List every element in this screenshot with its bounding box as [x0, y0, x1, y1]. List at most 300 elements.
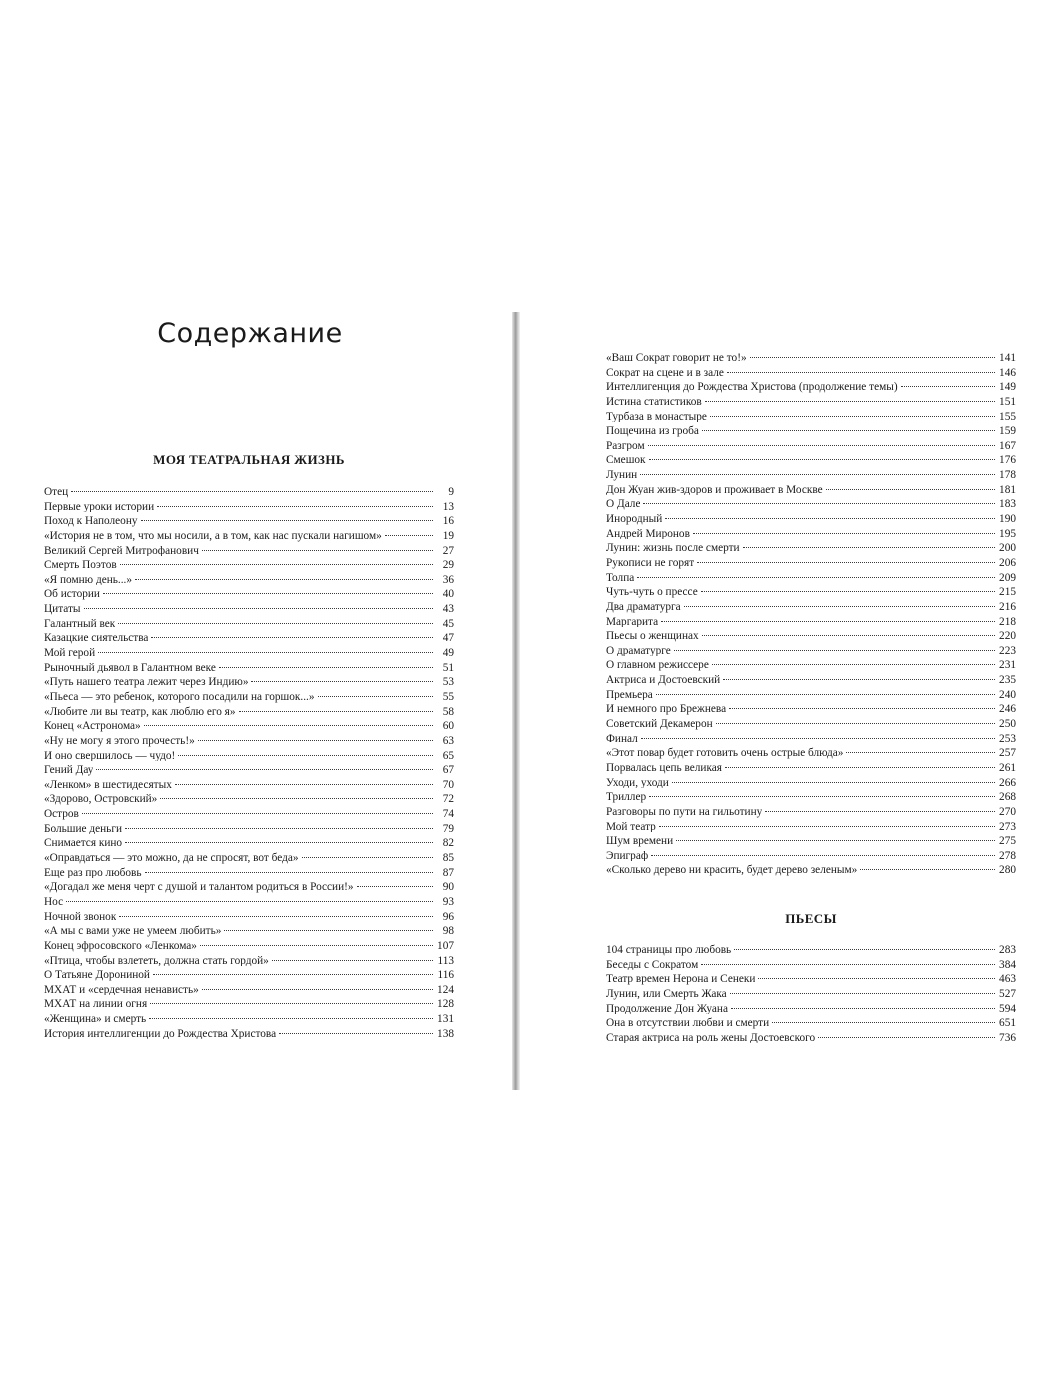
entry-page-number: 280	[999, 864, 1016, 877]
entry-title: Цитаты	[44, 603, 81, 615]
dot-leader	[302, 849, 434, 858]
toc-entry	[44, 1010, 454, 1025]
toc-entry	[606, 803, 1016, 818]
entry-page-number: 40	[442, 588, 454, 601]
entry-page-number: 124	[437, 983, 454, 996]
entry-title: Конец «Астронома»	[44, 720, 141, 732]
toc-entry	[44, 849, 454, 864]
toc-entry	[606, 941, 1016, 956]
entry-title: Актриса и Достоевский	[606, 674, 721, 686]
dot-leader	[200, 937, 433, 946]
dot-leader	[665, 510, 995, 519]
dot-leader	[730, 985, 995, 994]
dot-leader	[697, 554, 995, 563]
entry-page-number: 195	[999, 527, 1016, 540]
entry-page-number: 29	[442, 559, 454, 571]
toc-entry	[606, 671, 1016, 686]
toc-entry	[44, 747, 454, 762]
entry-title: МХАТ на линии огня	[44, 998, 148, 1011]
toc-entry	[44, 922, 454, 937]
entry-title: Продолжение Дон Жуана	[606, 1002, 728, 1015]
dot-leader	[272, 952, 433, 961]
dot-leader	[648, 437, 995, 446]
toc-entry	[44, 893, 454, 908]
entry-title: Старая актриса на роль жены Достоевского	[606, 1031, 816, 1044]
dot-leader	[743, 539, 995, 548]
entry-title: Турбаза в монастыре	[606, 410, 707, 423]
entry-page-number: 384	[999, 958, 1016, 971]
entry-title: Остров	[44, 808, 79, 820]
entry-page-number: 159	[999, 425, 1016, 437]
entry-page-number: 49	[442, 647, 454, 659]
toc-entry	[606, 569, 1016, 584]
entry-page-number: 47	[442, 632, 454, 645]
entry-title: Интеллигенция до Рождества Христова (продолжение темы)	[606, 381, 898, 393]
entry-title: Толпа	[606, 571, 635, 584]
dot-leader	[772, 1014, 995, 1023]
entry-page-number: 463	[999, 973, 1016, 985]
entry-title: Истина статистиков	[606, 395, 702, 408]
entry-title: «Ну не могу я этого прочесть!»	[44, 734, 195, 747]
entry-page-number: 253	[999, 732, 1016, 745]
dot-leader	[157, 498, 433, 507]
entry-page-number: 218	[999, 615, 1016, 628]
entry-page-number: 72	[442, 793, 454, 806]
entry-title: Пьесы о женщинах	[606, 630, 699, 642]
dot-leader	[649, 788, 995, 797]
entry-page-number: 268	[999, 791, 1016, 803]
entry-title: Андрей Миронов	[606, 527, 690, 540]
entry-page-number: 266	[999, 776, 1016, 789]
dot-leader	[765, 803, 995, 812]
entry-page-number: 527	[999, 987, 1016, 1000]
entry-page-number: 231	[999, 659, 1016, 672]
toc-entry	[606, 818, 1016, 833]
toc-entry	[606, 985, 1016, 1000]
dot-leader	[729, 700, 995, 709]
section-heading-theatre-life: МОЯ ТЕАТРАЛЬНАЯ ЖИЗНЬ	[153, 452, 345, 467]
entry-page-number: 278	[999, 849, 1016, 862]
dot-leader	[84, 600, 433, 609]
entry-title: История интеллигенции до Рождества Христова	[44, 1027, 277, 1040]
entry-page-number: 183	[999, 498, 1016, 511]
entry-page-number: 149	[999, 381, 1016, 393]
dot-leader	[676, 832, 995, 841]
entry-title: Смешок	[606, 454, 646, 467]
entry-title: «Пьеса — это ребенок, которого посадили на горшок...»	[44, 690, 315, 703]
entry-title: Ночной звонок	[44, 910, 117, 923]
entry-title: Об истории	[44, 588, 100, 601]
dot-leader	[723, 671, 995, 680]
entry-page-number: 63	[442, 734, 454, 747]
toc-entry	[606, 715, 1016, 730]
entry-title: Великий Сергей Митрофанович	[44, 544, 199, 557]
toc-entry	[606, 1014, 1016, 1029]
entry-title: Эпиграф	[606, 849, 649, 862]
entry-page-number: 98	[442, 925, 454, 937]
dot-leader	[385, 527, 433, 536]
toc-entry	[606, 642, 1016, 657]
toc-list-plays	[606, 941, 1016, 1043]
dot-leader	[125, 820, 433, 829]
entry-title: Беседы с Сократом	[606, 958, 699, 971]
toc-entry	[606, 832, 1016, 847]
entry-page-number: 273	[999, 820, 1016, 833]
dot-leader	[125, 834, 433, 843]
toc-entry	[606, 481, 1016, 496]
entry-page-number: 270	[999, 805, 1016, 818]
entry-page-number: 87	[442, 866, 454, 879]
entry-page-number: 96	[442, 910, 454, 923]
entry-title: Советский Декамерон	[606, 718, 713, 730]
dot-leader	[701, 956, 995, 965]
entry-page-number: 82	[442, 837, 454, 850]
entry-title: Чуть-чуть о прессе	[606, 586, 698, 598]
toc-entry	[606, 970, 1016, 985]
entry-page-number: 151	[999, 395, 1016, 408]
entry-page-number: 261	[999, 761, 1016, 774]
dot-leader	[119, 908, 433, 917]
toc-entry	[606, 774, 1016, 789]
entry-title: «Путь нашего театра лежит через Индию»	[44, 676, 249, 688]
dot-leader	[684, 598, 995, 607]
toc-entry	[44, 878, 454, 893]
entry-page-number: 85	[442, 852, 454, 864]
entry-page-number: 67	[442, 764, 454, 776]
dot-leader	[135, 571, 433, 580]
entry-title: Поход к Наполеону	[44, 515, 138, 527]
entry-title: Конец эфросовского «Ленкома»	[44, 939, 197, 952]
toc-entry	[44, 952, 454, 967]
toc-entry	[606, 759, 1016, 774]
entry-page-number: 181	[999, 483, 1016, 496]
entry-page-number: 220	[999, 630, 1016, 642]
entry-title: Нос	[44, 895, 64, 908]
dot-leader	[98, 644, 433, 653]
dot-leader	[661, 613, 995, 622]
entry-title: Мой герой	[44, 647, 96, 659]
entry-page-number: 58	[442, 705, 454, 718]
dot-leader	[651, 847, 995, 856]
entry-title: «Ваш Сократ говорит не то!»	[606, 352, 747, 364]
dot-leader	[846, 744, 995, 753]
entry-page-number: 116	[437, 969, 454, 981]
toc-entry	[44, 688, 454, 703]
entry-title: «Птица, чтобы взлететь, должна стать гордой»	[44, 954, 269, 967]
entry-title: Маргарита	[606, 615, 659, 628]
entry-page-number: 53	[442, 676, 454, 688]
dot-leader	[656, 686, 995, 695]
toc-entry	[606, 525, 1016, 540]
toc-entry	[44, 673, 454, 688]
dot-leader	[818, 1029, 995, 1038]
entry-page-number: 736	[999, 1031, 1016, 1044]
toc-entry	[606, 393, 1016, 408]
toc-entry	[44, 864, 454, 879]
toc-entry	[606, 598, 1016, 613]
toc-list-right	[606, 349, 1016, 876]
entry-page-number: 55	[442, 690, 454, 703]
entry-title: И оно свершилось — чудо!	[44, 749, 176, 762]
dot-leader	[637, 569, 995, 578]
toc-entry	[44, 512, 454, 527]
toc-entry	[606, 1000, 1016, 1015]
entry-title: МХАТ и «сердечная ненависть»	[44, 983, 199, 996]
entry-page-number: 594	[999, 1002, 1016, 1015]
dot-leader	[750, 349, 995, 358]
toc-entry	[606, 364, 1016, 379]
toc-entry	[606, 956, 1016, 971]
toc-entry	[606, 613, 1016, 628]
entry-title: Триллер	[606, 791, 647, 803]
toc-entry	[606, 583, 1016, 598]
entry-title: «Ленком» в шестидесятых	[44, 778, 172, 791]
entry-title: Финал	[606, 732, 638, 745]
entry-title: Рукописи не горят	[606, 556, 695, 569]
entry-title: «А мы с вами уже не умеем любить»	[44, 925, 222, 937]
dot-leader	[178, 747, 433, 756]
entry-title: Галантный век	[44, 617, 116, 630]
entry-page-number: 167	[999, 439, 1016, 452]
toc-entry	[44, 908, 454, 923]
entry-page-number: 216	[999, 600, 1016, 613]
toc-entry	[606, 349, 1016, 364]
dot-leader	[96, 761, 433, 770]
toc-entry	[44, 542, 454, 557]
entry-title: «Догадал же меня черт с душой и талантом родиться в России!»	[44, 881, 354, 893]
toc-entry	[606, 1029, 1016, 1044]
entry-page-number: 74	[442, 808, 454, 820]
toc-entry	[44, 820, 454, 835]
dot-leader	[175, 776, 433, 785]
dot-leader	[198, 732, 433, 741]
toc-entry	[606, 700, 1016, 715]
entry-page-number: 246	[999, 703, 1016, 716]
dot-leader	[224, 922, 433, 931]
entry-title: Уходи, уходи	[606, 776, 669, 789]
entry-title: 104 страницы про любовь	[606, 944, 732, 956]
toc-entry	[44, 966, 454, 981]
dot-leader	[149, 1010, 433, 1019]
toc-entry	[44, 644, 454, 659]
dot-leader	[145, 864, 433, 873]
toc-entry	[606, 627, 1016, 642]
toc-entry	[606, 788, 1016, 803]
entry-page-number: 16	[442, 515, 454, 527]
toc-entry	[44, 995, 454, 1010]
entry-title: Разгром	[606, 439, 645, 452]
toc-entry	[606, 422, 1016, 437]
toc-entry	[606, 730, 1016, 745]
dot-leader	[860, 861, 995, 870]
toc-entry	[44, 834, 454, 849]
toc-entry	[606, 466, 1016, 481]
entry-page-number: 90	[442, 881, 454, 893]
entry-page-number: 257	[999, 747, 1016, 759]
entry-page-number: 138	[437, 1027, 454, 1040]
entry-page-number: 36	[442, 573, 454, 586]
entry-title: Гений Дау	[44, 764, 94, 776]
dot-leader	[674, 642, 995, 651]
entry-title: Дон Жуан жив-здоров и проживает в Москве	[606, 483, 823, 496]
dot-leader	[251, 673, 433, 682]
entry-page-number: 27	[442, 544, 454, 557]
dot-leader	[731, 1000, 995, 1009]
entry-title: И немного про Брежнева	[606, 703, 727, 716]
entry-page-number: 93	[442, 895, 454, 908]
entry-page-number: 65	[442, 749, 454, 762]
entry-page-number: 13	[442, 500, 454, 513]
toc-entry	[606, 539, 1016, 554]
entry-page-number: 51	[442, 661, 454, 674]
dot-leader	[318, 688, 434, 697]
entry-title: Разговоры по пути на гильотину	[606, 805, 763, 818]
toc-entry	[44, 805, 454, 820]
toc-entry	[44, 1025, 454, 1040]
toc-entry	[44, 629, 454, 644]
toc-entry	[606, 437, 1016, 452]
entry-title: «Я помню день...»	[44, 573, 133, 586]
entry-title: «Любите ли вы театр, как люблю его я»	[44, 705, 236, 718]
entry-title: Снимается кино	[44, 837, 123, 850]
entry-page-number: 113	[437, 954, 454, 967]
entry-page-number: 128	[437, 998, 454, 1011]
entry-page-number: 45	[442, 617, 454, 630]
entry-title: Мой театр	[606, 820, 656, 833]
entry-page-number: 79	[442, 822, 454, 835]
entry-title: Рыночный дьявол в Галантном веке	[44, 661, 216, 674]
toc-entry	[44, 981, 454, 996]
entry-title: Первые уроки истории	[44, 500, 155, 513]
dot-leader	[901, 378, 995, 387]
entry-page-number: 240	[999, 688, 1016, 701]
entry-page-number: 155	[999, 410, 1016, 423]
dot-leader	[640, 466, 995, 475]
entry-page-number: 223	[999, 644, 1016, 657]
dot-leader	[705, 393, 995, 402]
dot-leader	[693, 525, 995, 534]
entry-page-number: 283	[999, 944, 1016, 956]
entry-title: «Этот повар будет готовить очень острые блюда»	[606, 747, 844, 759]
toc-entry	[44, 498, 454, 513]
dot-leader	[716, 715, 995, 724]
page-title: Содержание	[157, 318, 343, 349]
entry-title: Смерть Поэтов	[44, 559, 117, 571]
dot-leader	[118, 615, 433, 624]
dot-leader	[82, 805, 433, 814]
entry-title: «Женщина» и смерть	[44, 1013, 147, 1025]
toc-entry	[44, 556, 454, 571]
dot-leader	[71, 483, 433, 492]
entry-title: «Сколько дерево ни красить, будет дерево зеленым»	[606, 864, 858, 877]
dot-leader	[826, 481, 995, 490]
dot-leader	[141, 512, 433, 521]
toc-entry	[44, 937, 454, 952]
dot-leader	[160, 790, 433, 799]
dot-leader	[202, 542, 433, 551]
dot-leader	[279, 1025, 433, 1034]
toc-entry	[44, 483, 454, 498]
entry-page-number: 200	[999, 542, 1016, 554]
entry-page-number: 9	[448, 486, 454, 498]
entry-page-number: 131	[437, 1013, 454, 1025]
entry-title: Театр времен Нерона и Сенеки	[606, 973, 756, 985]
toc-entry	[44, 717, 454, 732]
entry-title: О Татьяне Дорониной	[44, 969, 150, 981]
entry-title: О драматурге	[606, 644, 671, 657]
toc-entry	[44, 585, 454, 600]
toc-entry	[44, 732, 454, 747]
dot-leader	[151, 629, 433, 638]
toc-entry	[44, 600, 454, 615]
entry-page-number: 178	[999, 469, 1016, 481]
entry-page-number: 70	[442, 778, 454, 791]
toc-entry	[44, 790, 454, 805]
entry-page-number: 146	[999, 366, 1016, 379]
dot-leader	[710, 408, 995, 417]
dot-leader	[734, 941, 995, 950]
dot-leader	[66, 893, 433, 902]
entry-title: Пощечина из гроба	[606, 425, 699, 437]
toc-entry	[606, 744, 1016, 759]
dot-leader	[120, 556, 433, 565]
dot-leader	[727, 364, 995, 373]
dot-leader	[103, 585, 433, 594]
dot-leader	[649, 451, 995, 460]
toc-entry	[44, 703, 454, 718]
entry-title: Казацкие сиятельства	[44, 632, 149, 645]
toc-entry	[44, 615, 454, 630]
toc-entry	[606, 656, 1016, 671]
entry-title: Лунин: жизнь после смерти	[606, 542, 740, 554]
entry-page-number: 250	[999, 718, 1016, 730]
entry-page-number: 190	[999, 513, 1016, 525]
entry-page-number: 19	[442, 529, 454, 542]
entry-title: Инородный	[606, 513, 663, 525]
toc-entry	[606, 378, 1016, 393]
entry-title: «Здорово, Островский»	[44, 793, 158, 806]
dot-leader	[672, 774, 995, 783]
dot-leader	[643, 495, 995, 504]
dot-leader	[357, 878, 433, 887]
toc-entry	[606, 510, 1016, 525]
dot-leader	[758, 970, 995, 979]
entry-title: Премьера	[606, 688, 653, 701]
dot-leader	[239, 703, 433, 712]
dot-leader	[712, 656, 995, 665]
dot-leader	[701, 583, 995, 592]
entry-title: Шум времени	[606, 835, 674, 847]
dot-leader	[153, 966, 433, 975]
entry-page-number: 651	[999, 1017, 1016, 1029]
dot-leader	[641, 730, 995, 739]
entry-title: Лунин, или Смерть Жака	[606, 987, 727, 1000]
dot-leader	[150, 995, 433, 1004]
entry-page-number: 209	[999, 571, 1016, 584]
entry-page-number: 215	[999, 586, 1016, 598]
toc-entry	[606, 451, 1016, 466]
entry-title: «История не в том, что мы носили, а в том, как нас пускали нагишом»	[44, 529, 382, 542]
dot-leader	[725, 759, 995, 768]
entry-title: Она в отсутствии любви и смерти	[606, 1017, 770, 1029]
entry-page-number: 176	[999, 454, 1016, 467]
entry-title: Два драматурга	[606, 600, 681, 613]
section-heading-plays: ПЬЕСЫ	[785, 911, 837, 926]
toc-entry	[606, 408, 1016, 423]
dot-leader	[144, 717, 433, 726]
toc-entry	[44, 659, 454, 674]
toc-entry	[44, 527, 454, 542]
